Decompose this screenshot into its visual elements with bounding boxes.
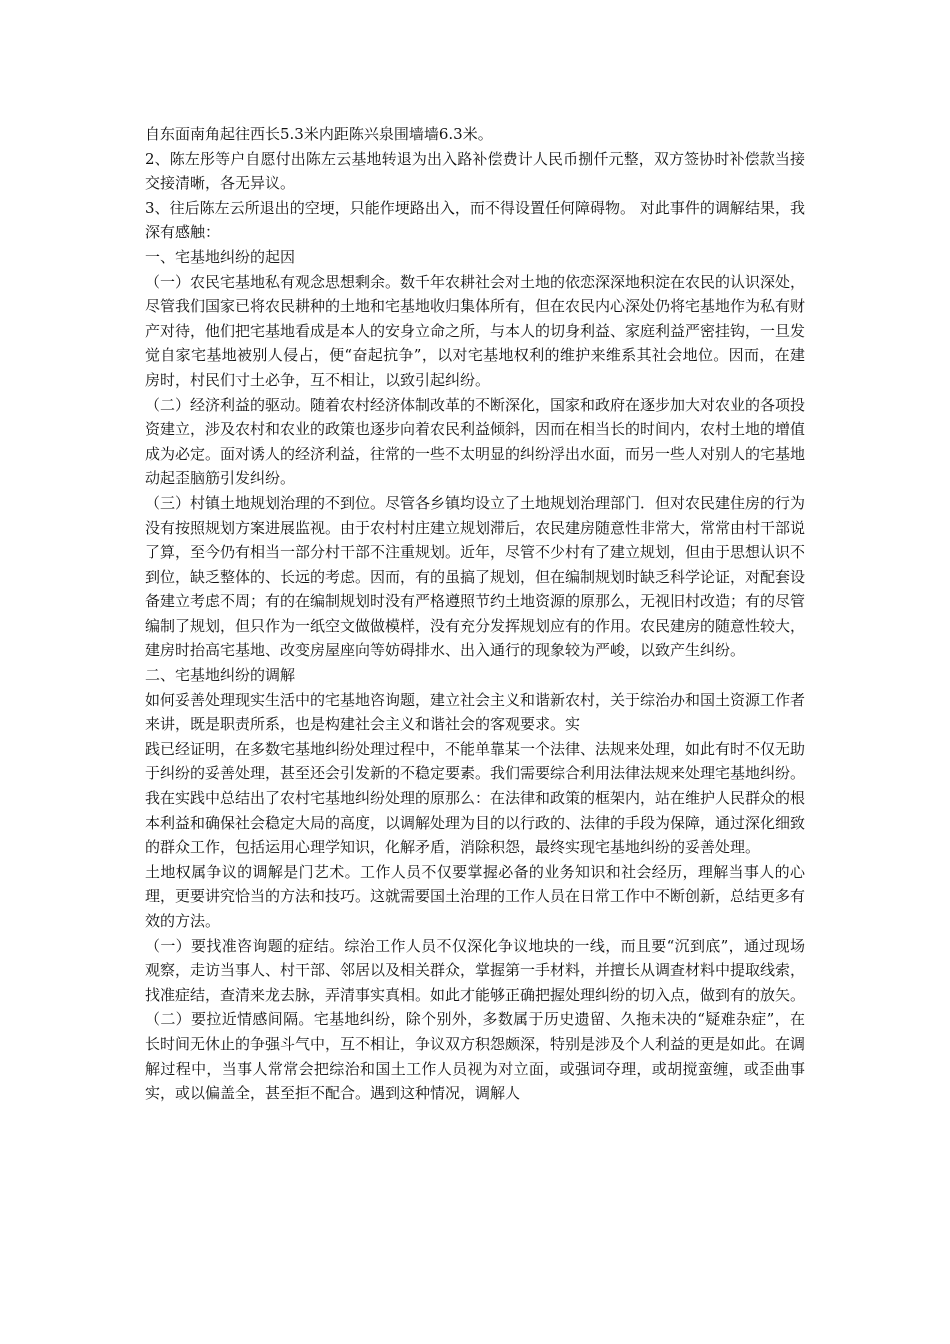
paragraph-method-1: （一）要找准咨询题的症结。综治工作人员不仅深化争议地块的一线，而且要“沉到底”，通过现场观察，走访当事人、村干部、邻居以及相关群众，掌握第一手材料，并擅长从调查材料中提取线索，找准症结，查清来龙去脉，弄清事实真相。如此才能够正确把握处理纠纷的切入点，做到有的放矢。	[145, 936, 806, 1004]
document-body	[145, 122, 805, 1106]
paragraph-mediation-principle: 践已经证明，在多数宅基地纠纷处理过程中，不能单靠某一个法律、法规来处理，如此有时不仅无助于纠纷的妥善处理，甚至还会引发新的不稳定要素。我们需要综合利用法律法规来处理宅基地纠纷。我在实践中总结出了农村宅基地纠纷处理的原那么：在法律和政策的框架内，站在维护人民群众的根本利益和确保社会稳定大局的高度，以调解处理为目的以行政的、法律的手段为保障，通过深化细致的群众工作，包括运用心理学知识，化解矛盾，消除积怨，最终实现宅基地纠纷的妥善处理。	[145, 739, 806, 857]
paragraph-agreement-item-2: 2、陈左彤等户自愿付出陈左云基地转退为出入路补偿费计人民币捌仟元整，双方签协时补偿款当接交接清晰，各无异议。	[145, 149, 805, 193]
paragraph-method-2: （二）要拉近情感间隔。宅基地纠纷，除个别外，多数属于历史遗留、久拖未决的“疑难杂症”，在长时间无休止的争强斗气中，互不相让，争议双方积怨颇深，特别是涉及个人利益的更是如此。在调解过程中，当事人常常会把综治和国土工作人员视为对立面，或强词夺理，或胡搅蛮缠，或歪曲事实，或以偏盖全，甚至拒不配合。遇到这种情况，调解人	[145, 1010, 806, 1103]
paragraph-mediation-intro: 如何妥善处理现实生活中的宅基地咨询题，建立社会主义和谐新农村，关于综治办和国土资源工作者来讲，既是职责所系，也是构建社会主义和谐社会的客观要求。实	[145, 690, 806, 734]
paragraph-cause-2: （二）经济利益的驱动。随着农村经济体制改革的不断深化，国家和政府在逐步加大对农业的各项投资建立，涉及农村和农业的政策也逐步向着农民利益倾斜，因而在相当长的时间内，农村土地的增值成为必定。面对诱人的经济利益，往常的一些不太明显的纠纷浮出水面，而另一些人对别人的宅基地动起歪脑筋引发纠纷。	[145, 395, 806, 488]
paragraph-cause-1: （一）农民宅基地私有观念思想剩余。数千年农耕社会对土地的依恋深深地积淀在农民的认识深处，尽管我们国家已将农民耕种的土地和宅基地收归集体所有，但在农民内心深处仍将宅基地作为私有财产对待，他们把宅基地看成是本人的安身立命之所，与本人的切身利益、家庭利益严密挂钩，一旦发觉自家宅基地被别人侵占，便“奋起抗争”，以对宅基地权利的维护来维系其社会地位。因而，在建房时，村民们寸土必争，互不相让，以致引起纠纷。	[145, 272, 806, 389]
paragraph-mediation-art: 土地权属争议的调解是门艺术。工作人员不仅要掌握必备的业务知识和社会经历，理解当事人的心理，更要讲究恰当的方法和技巧。这就需要国土治理的工作人员在日常工作中不断创新，总结更多有效的方法。	[145, 862, 806, 930]
section-heading-mediation: 二、宅基地纠纷的调解	[145, 666, 296, 685]
section-heading-causes: 一、宅基地纠纷的起因	[145, 247, 296, 266]
paragraph-agreement-item-3: 3、往后陈左云所退出的空埂，只能作埂路出入，而不得设置任何障碍物。 对此事件的调解结果，我深有感触：	[145, 198, 805, 242]
paragraph-cause-3: （三）村镇土地规划治理的不到位。尽管各乡镇均设立了土地规划治理部门．但对农民建住房的行为没有按照规划方案进展监视。由于农村村庄建立规划滞后，农民建房随意性非常大，常常由村干部说了算，至今仍有相当一部分村干部不注重规划。近年，尽管不少村有了建立规划，但由于思想认识不到位，缺乏整体的、长远的考虑。因而，有的虽搞了规划，但在编制规划时缺乏科学论证，对配套设备建立考虑不周；有的在编制规划时没有严格遵照节约土地资源的原那么，无视旧村改造；有的尽管编制了规划，但只作为一纸空文做做模样，没有充分发挥规划应有的作用。农民建房的随意性较大，建房时抬高宅基地、改变房屋座向等妨碍排水、出入通行的现象较为严峻，以致产生纠纷。	[145, 493, 806, 660]
paragraph-boundary-description: 自东面南角起往西长5.3米内距陈兴泉围墙墙6.3米。	[145, 125, 493, 143]
